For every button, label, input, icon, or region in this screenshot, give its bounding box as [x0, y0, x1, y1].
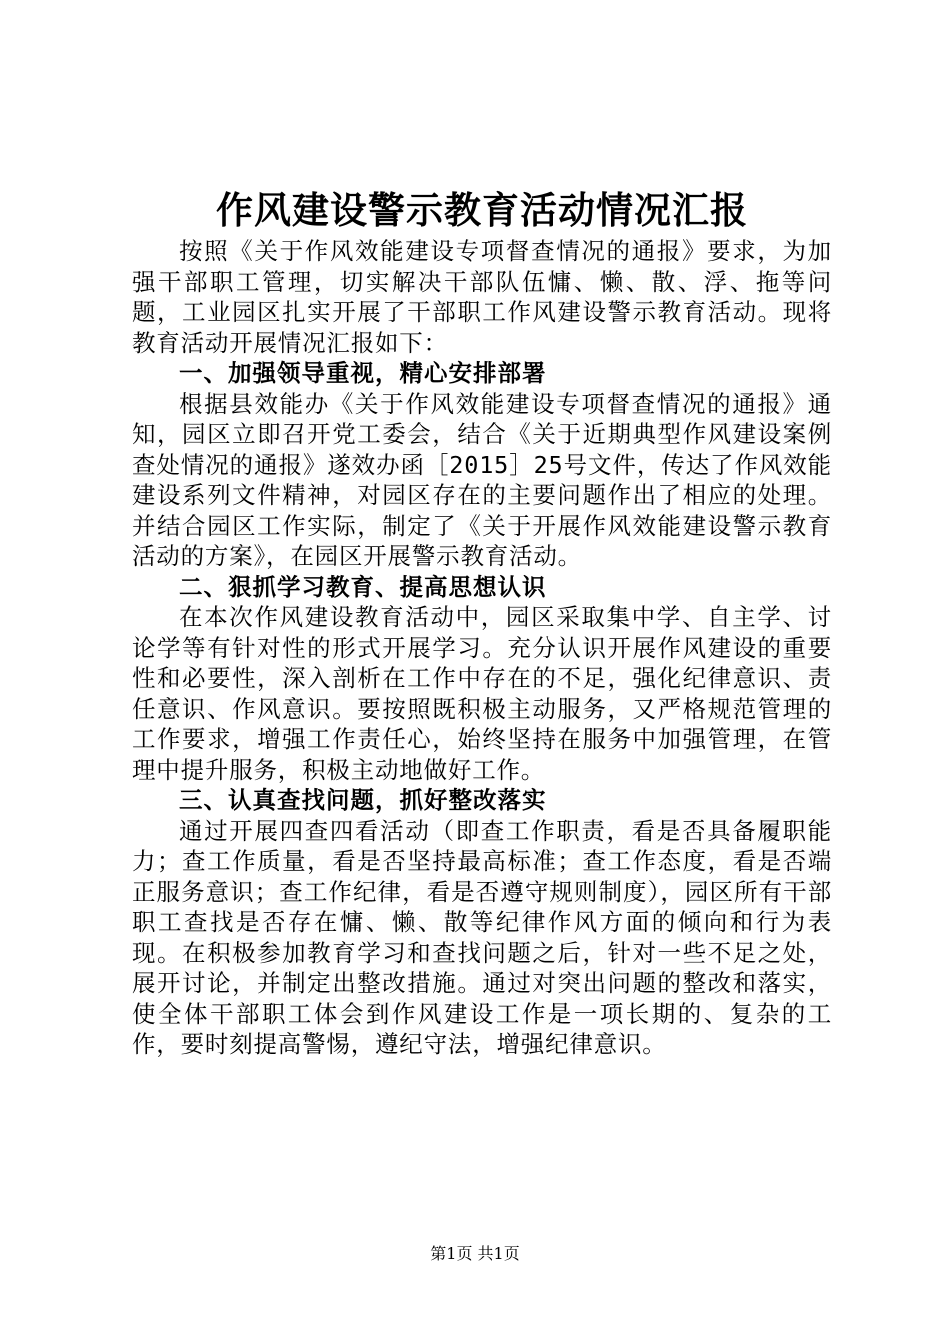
- section-3-heading: 三、认真查找问题，抓好整改落实: [179, 786, 547, 814]
- intro-paragraph: 按照《关于作风效能建设专项督查情况的通报》要求，为加强干部职工管理，切实解决干部队伍慵、懒、散、浮、拖等问题，工业园区扎实开展了干部职工作风建设警示教育活动。现将教育活动开展情况汇报如下：: [132, 237, 832, 357]
- section-1-body: 根据县效能办《关于作风效能建设专项督查情况的通报》通知，园区立即召开党工委会，结合《关于近期典型作风建设案例查处情况的通报》遂效办函［2015］25号文件，传达了作风效能建设系列文件精神，对园区存在的主要问题作出了相应的处理。并结合园区工作实际，制定了《关于开展作风效能建设警示教育活动的方案》，在园区开展警示教育活动。: [132, 389, 832, 570]
- document-title: 作风建设警示教育活动情况汇报: [216, 188, 748, 232]
- page-footer: 第1页 共1页: [430, 1244, 520, 1263]
- section-3-body: 通过开展四查四看活动（即查工作职责，看是否具备履职能力；查工作质量，看是否坚持最高标准；查工作态度，看是否端正服务意识；查工作纪律，看是否遵守规则制度），园区所有干部职工查找是否存在慵、懒、散等纪律作风方面的倾向和行为表现。在积极参加教育学习和查找问题之后，针对一些不足之处，展开讨论，并制定出整改措施。通过对突出问题的整改和落实，使全体干部职工体会到作风建设工作是一项长期的、复杂的工作，要时刻提高警惕，遵纪守法，增强纪律意识。: [132, 816, 832, 1058]
- section-2-heading: 二、狠抓学习教育、提高思想认识: [179, 572, 547, 601]
- section-2-body: 在本次作风建设教育活动中，园区采取集中学、自主学、讨论学等有针对性的形式开展学习。充分认识开展作风建设的重要性和必要性，深入剖析在工作中存在的不足，强化纪律意识、责任意识、作风意识。要按照既积极主动服务，又严格规范管理的工作要求，增强工作责任心，始终坚持在服务中加强管理，在管理中提升服务，积极主动地做好工作。: [132, 603, 832, 784]
- section-1-heading: 一、加强领导重视，精心安排部署: [179, 359, 547, 387]
- document-page: [132, 186, 832, 1060]
